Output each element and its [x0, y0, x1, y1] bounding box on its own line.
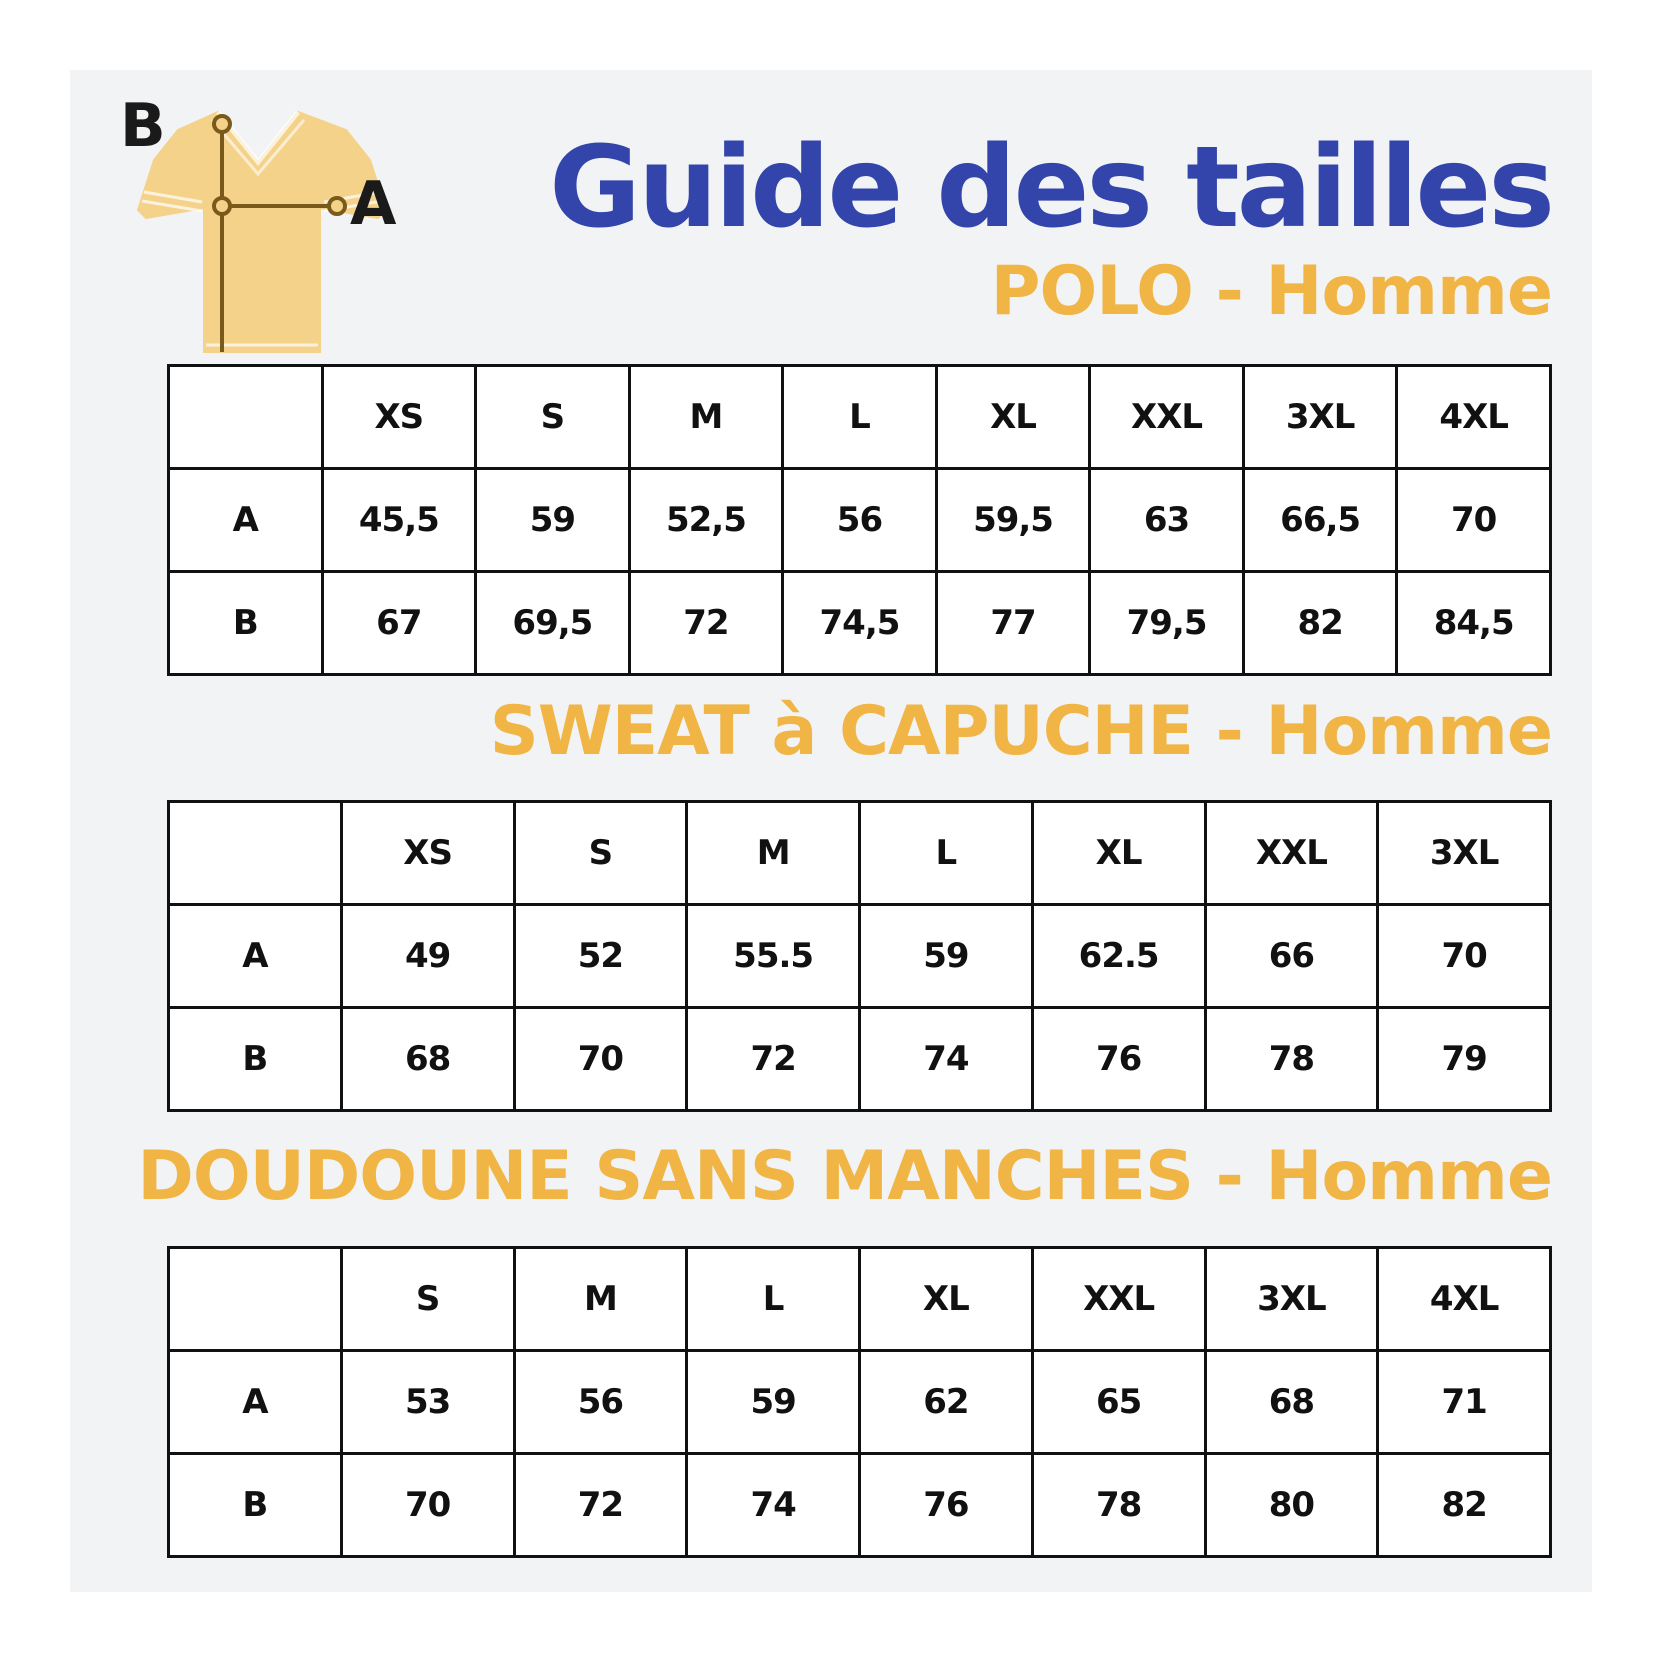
size-header-cell: 3XL: [1205, 1248, 1378, 1351]
measurement-cell: 66,5: [1243, 469, 1397, 572]
size-header-cell: 4XL: [1378, 1248, 1551, 1351]
size-header-cell: M: [687, 802, 860, 905]
table-corner-cell: [169, 1248, 342, 1351]
size-header-cell: XXL: [1205, 802, 1378, 905]
table-row: [169, 905, 1551, 1008]
size-header-cell: L: [687, 1248, 860, 1351]
size-header-cell: 3XL: [1243, 366, 1397, 469]
measurement-cell: 77: [936, 572, 1090, 675]
size-header-cell: XS: [322, 366, 476, 469]
measurement-cell: 59,5: [936, 469, 1090, 572]
row-label-cell: A: [169, 905, 342, 1008]
measurement-cell: 84,5: [1397, 572, 1551, 675]
measurement-label-a: A: [350, 169, 397, 239]
page-title: Guide des tailles: [549, 123, 1552, 253]
measurement-cell: 70: [1378, 905, 1551, 1008]
size-header-cell: 4XL: [1397, 366, 1551, 469]
row-label-cell: B: [169, 1008, 342, 1111]
measurement-cell: 74: [860, 1008, 1033, 1111]
size-header-cell: XL: [860, 1248, 1033, 1351]
measurement-cell: 70: [1397, 469, 1551, 572]
polo-table-title: POLO - Homme: [990, 252, 1552, 331]
measurement-cell: 66: [1205, 905, 1378, 1008]
measurement-cell: 49: [341, 905, 514, 1008]
measurement-cell: 72: [629, 572, 783, 675]
measurement-cell: 56: [514, 1351, 687, 1454]
polo-size-table: [167, 364, 1552, 676]
measurement-label-b: B: [120, 91, 166, 161]
measurement-cell: 71: [1378, 1351, 1551, 1454]
measurement-cell: 45,5: [322, 469, 476, 572]
measurement-cell: 79,5: [1090, 572, 1244, 675]
measurement-cell: 80: [1205, 1454, 1378, 1557]
size-header-cell: S: [514, 802, 687, 905]
measurement-cell: 63: [1090, 469, 1244, 572]
measurement-cell: 56: [783, 469, 937, 572]
measurement-cell: 62.5: [1032, 905, 1205, 1008]
size-header-cell: S: [476, 366, 630, 469]
measurement-cell: 78: [1205, 1008, 1378, 1111]
size-guide-panel: [70, 70, 1592, 1592]
size-header-cell: 3XL: [1378, 802, 1551, 905]
table-corner-cell: [169, 366, 323, 469]
measurement-cell: 59: [860, 905, 1033, 1008]
row-label-cell: A: [169, 1351, 342, 1454]
table-row: [169, 1008, 1551, 1111]
size-header-cell: XL: [1032, 802, 1205, 905]
measurement-cell: 74,5: [783, 572, 937, 675]
doudoune-table-title: DOUDOUNE SANS MANCHES - Homme: [137, 1137, 1552, 1216]
table-header-row: [169, 1248, 1551, 1351]
measurement-cell: 59: [476, 469, 630, 572]
table-row: [169, 469, 1551, 572]
measurement-cell: 53: [341, 1351, 514, 1454]
table-row: [169, 1454, 1551, 1557]
measurement-cell: 69,5: [476, 572, 630, 675]
polo-shirt-measurement-icon: [108, 91, 397, 370]
row-label-cell: B: [169, 1454, 342, 1557]
size-header-cell: M: [629, 366, 783, 469]
size-header-cell: S: [341, 1248, 514, 1351]
measurement-cell: 59: [687, 1351, 860, 1454]
size-header-cell: XXL: [1032, 1248, 1205, 1351]
size-header-cell: XS: [341, 802, 514, 905]
measurement-cell: 79: [1378, 1008, 1551, 1111]
table-header-row: [169, 366, 1551, 469]
measurement-cell: 72: [687, 1008, 860, 1111]
table-row: [169, 572, 1551, 675]
size-header-cell: L: [860, 802, 1033, 905]
table-header-row: [169, 802, 1551, 905]
measurement-cell: 82: [1243, 572, 1397, 675]
size-header-cell: XXL: [1090, 366, 1244, 469]
measurement-cell: 76: [860, 1454, 1033, 1557]
measurement-cell: 65: [1032, 1351, 1205, 1454]
measurement-cell: 55.5: [687, 905, 860, 1008]
size-header-cell: XL: [936, 366, 1090, 469]
table-corner-cell: [169, 802, 342, 905]
measurement-cell: 52,5: [629, 469, 783, 572]
measurement-cell: 70: [341, 1454, 514, 1557]
measurement-cell: 68: [341, 1008, 514, 1111]
measurement-cell: 68: [1205, 1351, 1378, 1454]
measurement-cell: 82: [1378, 1454, 1551, 1557]
measurement-cell: 74: [687, 1454, 860, 1557]
measurement-cell: 78: [1032, 1454, 1205, 1557]
row-label-cell: A: [169, 469, 323, 572]
measurement-cell: 67: [322, 572, 476, 675]
measurement-cell: 76: [1032, 1008, 1205, 1111]
sweat-size-table: [167, 800, 1552, 1112]
measurement-cell: 70: [514, 1008, 687, 1111]
sweat-table-title: SWEAT à CAPUCHE - Homme: [489, 692, 1552, 771]
doudoune-size-table: [167, 1246, 1552, 1558]
measurement-cell: 62: [860, 1351, 1033, 1454]
table-row: [169, 1351, 1551, 1454]
size-header-cell: L: [783, 366, 937, 469]
measurement-cell: 52: [514, 905, 687, 1008]
row-label-cell: B: [169, 572, 323, 675]
measurement-cell: 72: [514, 1454, 687, 1557]
size-header-cell: M: [514, 1248, 687, 1351]
